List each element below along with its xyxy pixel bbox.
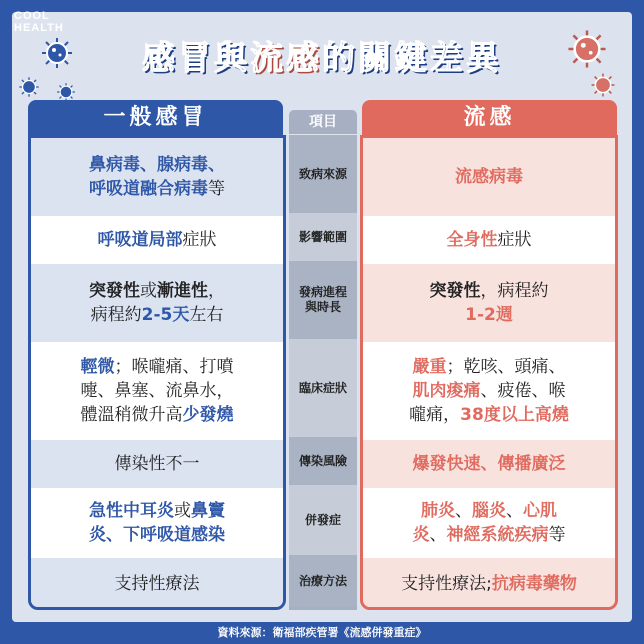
- cell-text: 肺炎: [421, 501, 455, 521]
- flu-cell: [363, 488, 615, 558]
- cell-text: ；喉嚨痛、打噴: [114, 357, 234, 377]
- cell-text: 症狀: [182, 230, 217, 250]
- cell-text: 輕微: [80, 357, 115, 377]
- cell-text: 神經系統疾病: [446, 525, 549, 545]
- header-influenza: 流感: [362, 100, 617, 136]
- title-part-2: 流感: [250, 38, 322, 77]
- cell-text: 全身性: [446, 230, 498, 250]
- item-label: [289, 213, 357, 261]
- cell-text: 、疲倦、喉: [480, 381, 566, 401]
- item-label-line: 治療方法: [298, 573, 347, 588]
- cell-line: [98, 228, 217, 252]
- influenza-column: [360, 135, 618, 610]
- cold-cell: [31, 488, 283, 558]
- item-label: [289, 555, 357, 607]
- cold-cell: [31, 138, 283, 216]
- cell-text: 嚴重: [412, 357, 447, 377]
- cell-line: [81, 403, 234, 427]
- cell-text: 1-2週: [465, 305, 513, 325]
- cell-text: 嚨痛，: [409, 405, 461, 425]
- cell-line: [89, 177, 225, 201]
- cell-line: [409, 403, 569, 427]
- cold-cell: [31, 216, 283, 264]
- cell-text: ；乾咳、頭痛、: [446, 357, 566, 377]
- item-label: [289, 135, 357, 213]
- cell-text: 肌肉痠痛: [412, 381, 481, 401]
- cold-cell: [31, 264, 283, 342]
- item-label-line: 發病進程: [298, 285, 347, 299]
- cell-text: ，病程約: [480, 281, 549, 301]
- cell-text: 、: [455, 501, 472, 521]
- common-cold-column: [28, 135, 286, 610]
- cell-text: 等: [548, 525, 566, 545]
- cold-cell: [31, 342, 283, 440]
- cell-text: 鼻病毒、腺病毒、: [89, 155, 225, 175]
- cell-text: 鼻竇: [191, 501, 225, 521]
- cell-line: [81, 355, 234, 379]
- item-label-line: 併發症: [304, 512, 341, 527]
- page-title: [0, 32, 644, 79]
- cell-text: 心肌: [523, 501, 557, 521]
- cell-text: 或: [140, 281, 157, 301]
- cell-line: [115, 452, 200, 476]
- cell-text: 少發燒: [182, 405, 234, 425]
- cell-text: 呼吸道局部: [97, 230, 183, 250]
- cell-text: 呼吸道融合病毒: [89, 179, 208, 199]
- cell-text: 抗病毒藥物: [491, 574, 577, 594]
- cell-text: 症狀: [497, 230, 532, 250]
- item-label-line: 致病來源: [298, 166, 347, 181]
- item-label: [289, 339, 357, 437]
- cell-text: 腦炎: [472, 501, 506, 521]
- virus-icon-blue: [18, 76, 40, 98]
- cell-line: [409, 355, 569, 379]
- cell-line: [89, 153, 225, 177]
- cell-text: 2-5天: [141, 305, 190, 325]
- cell-line: [401, 572, 577, 596]
- cell-line: [430, 303, 549, 327]
- brand-line-1: COOL: [14, 10, 50, 22]
- title-part-1: 感冒與: [142, 38, 250, 77]
- cell-line: [413, 523, 566, 547]
- cell-line: [89, 499, 225, 523]
- flu-cell: [363, 558, 615, 610]
- cell-text: 病程約: [90, 305, 142, 325]
- cell-line: [430, 279, 549, 303]
- flu-cell: [363, 138, 615, 216]
- cell-line: [89, 279, 225, 303]
- flu-cell: [363, 342, 615, 440]
- cell-text: 支持性療法;: [401, 574, 492, 594]
- cell-text: ，: [208, 281, 225, 301]
- item-label-line: 影響範圍: [298, 229, 347, 244]
- cell-text: 突發性: [89, 281, 140, 301]
- cell-text: 漸進性: [157, 281, 208, 301]
- item-column: [289, 135, 357, 610]
- cell-line: [81, 379, 234, 403]
- item-label-line: 傳染風險: [298, 453, 347, 468]
- flu-cell: [363, 264, 615, 342]
- cell-text: 、: [429, 525, 447, 545]
- cell-text: 炎、下呼吸道感染: [89, 525, 225, 545]
- cell-text: 支持性療法: [114, 574, 200, 594]
- cell-text: 急性中耳炎: [89, 501, 174, 521]
- brand-logo: [14, 10, 64, 34]
- cell-text: 炎: [412, 525, 430, 545]
- cell-text: 嚏、鼻塞、流鼻水，: [80, 381, 234, 401]
- item-label-line: 與時長: [304, 300, 341, 314]
- item-label-line: 臨床症狀: [298, 380, 347, 395]
- cell-text: 體溫稍微升高: [80, 405, 183, 425]
- cell-text: 或: [174, 501, 191, 521]
- cell-text: 、: [506, 501, 523, 521]
- virus-icon-blue: [56, 82, 76, 102]
- cell-line: [89, 523, 225, 547]
- cold-cell: [31, 440, 283, 488]
- header-item: 項目: [289, 110, 357, 134]
- cell-line: [413, 452, 566, 476]
- cell-text: 左右: [189, 305, 224, 325]
- brand-line-2: HEALTH: [14, 22, 64, 34]
- item-label: [289, 485, 357, 555]
- cell-text: 流感病毒: [455, 167, 523, 187]
- cell-text: 38度以上高燒: [460, 405, 569, 425]
- cell-text: 傳染性不一: [114, 454, 200, 474]
- item-label: [289, 261, 357, 339]
- cell-line: [413, 499, 566, 523]
- cell-line: [447, 228, 532, 252]
- title-part-3: 的關鍵差異: [322, 38, 502, 77]
- source-footer: 資料來源：衛福部疾管署《流感併發重症》: [217, 626, 427, 639]
- cell-line: [409, 379, 569, 403]
- cold-cell: [31, 558, 283, 610]
- header-common-cold: 一般感冒: [28, 100, 283, 136]
- flu-cell: [363, 216, 615, 264]
- cell-line: [455, 165, 523, 189]
- cell-text: 爆發快速、傳播廣泛: [412, 454, 566, 474]
- flu-cell: [363, 440, 615, 488]
- item-label: [289, 437, 357, 485]
- cell-text: 突發性: [429, 281, 481, 301]
- cell-text: 等: [208, 179, 225, 199]
- cell-line: [89, 303, 225, 327]
- cell-line: [115, 572, 200, 596]
